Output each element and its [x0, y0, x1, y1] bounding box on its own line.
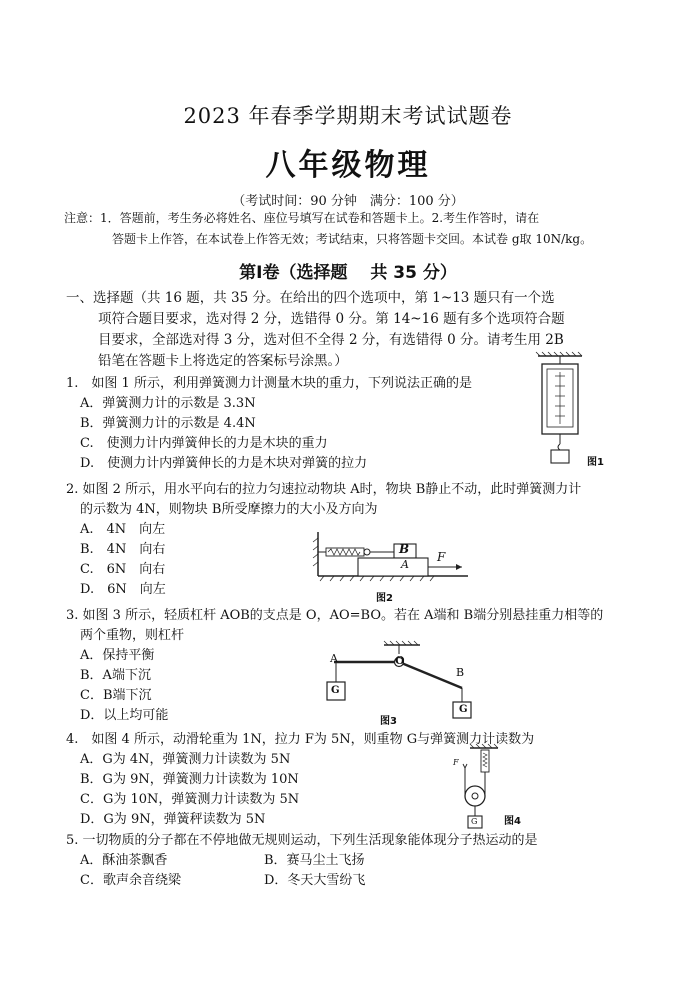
figure-4-caption: 图4: [504, 816, 521, 827]
figure-2-label-b: B: [399, 542, 410, 556]
section-intro-line: 铅笔在答题卡上将选定的答案标号涂黑。）: [98, 353, 348, 369]
question-4-option-a: A．G为 4N，弹簧测力计读数为 5N: [80, 752, 291, 767]
exam-info: （考试时间：90 分钟 满分：100 分）: [232, 194, 464, 209]
figure-4-label-g: G: [471, 817, 478, 826]
figure-1-spring-scale: [530, 352, 610, 467]
question-4-stem: 4. 如图 4 所示，动滑轮重为 1N，拉力 F为 5N，则重物 G与弹簧测力计读数为: [66, 732, 535, 747]
figure-1-caption: 图1: [587, 457, 604, 468]
question-2-stem: 2. 如图 2 所示，用水平向右的拉力匀速拉动物块 A时，物块 B静止不动，此时弹簧测力计: [66, 482, 582, 497]
figure-2-friction-setup: [312, 528, 472, 583]
question-4-option-c: C．G为 10N，弹簧测力计读数为 5N: [80, 792, 300, 807]
question-5-option-c: C．歌声余音绕梁: [80, 873, 181, 888]
question-2-option-c: C. 6N 向右: [80, 562, 166, 577]
figure-2-label-f: F: [437, 550, 446, 564]
section-intro-line: 项符合题目要求，选对得 2 分，选错得 0 分。第 14~16 题有多个选项符合题: [98, 311, 565, 327]
section-intro-line: 目要求，全部选对得 3 分，选对但不全得 2 分，有选错得 0 分。请考生用 2B: [98, 332, 564, 348]
section-title: 第Ⅰ卷（选择题 共 35 分）: [239, 263, 457, 283]
question-4-option-b: B．G为 9N，弹簧测力计读数为 10N: [80, 772, 299, 787]
question-5-stem: 5. 一切物质的分子都在不停地做无规则运动，下列生活现象能体现分子热运动的是: [66, 833, 538, 848]
question-2-option-a: A. 4N 向左: [80, 522, 166, 537]
figure-4-label-f: F: [453, 758, 459, 767]
figure-3-label-b: B: [456, 666, 465, 679]
figure-2-caption: 图2: [376, 593, 393, 604]
question-3-stem-cont: 两个重物，则杠杆: [80, 628, 185, 643]
question-3-option-a: A．保持平衡: [80, 648, 155, 663]
question-5-option-a: A．酥油茶飘香: [80, 853, 168, 868]
question-1-option-a: A．弹簧测力计的示数是 3.3N: [80, 396, 256, 411]
question-3-option-c: C．B端下沉: [80, 688, 152, 703]
question-3-option-d: D．以上均可能: [80, 708, 169, 723]
figure-3-caption: 图3: [380, 716, 397, 727]
question-2-option-b: B. 4N 向右: [80, 542, 166, 557]
figure-3-label-g-right: G: [459, 704, 468, 715]
section-intro-line: 一、选择题（共 16 题，共 35 分。在给出的四个选项中，第 1~13 题只有一个选: [66, 290, 555, 306]
notice-line-2: 答题卡上作答，在本试卷上作答无效；考试结束，只将答题卡交回。本试卷 g取 10N/kg。: [112, 232, 593, 246]
question-2-stem-cont: 的示数为 4N，则物块 B所受摩擦力的大小及方向为: [80, 502, 378, 517]
exam-title: 2023 年春季学期期末考试试题卷: [183, 104, 513, 128]
question-2-option-d: D. 6N 向左: [80, 582, 166, 597]
figure-2-label-a: A: [401, 558, 409, 571]
question-1-option-c: C. 使测力计内弹簧伸长的力是木块的重力: [80, 436, 328, 451]
question-1-stem: 1. 如图 1 所示，利用弹簧测力计测量木块的重力，下列说法正确的是: [66, 376, 472, 391]
figure-3-lever: [322, 640, 482, 720]
question-3-option-b: B．A端下沉: [80, 668, 151, 683]
figure-3-label-o: O: [395, 654, 405, 667]
figure-3-label-a: A: [330, 652, 338, 665]
question-5-option-b: B．赛马尘土飞扬: [264, 853, 365, 868]
exam-subject-title: 八年级物理: [265, 148, 431, 183]
notice-line-1: 注意：1．答题前，考生务必将姓名、座位号填写在试卷和答题卡上。2.考生作答时，请在: [64, 211, 540, 225]
question-3-stem: 3. 如图 3 所示，轻质杠杆 AOB的支点是 O，AO=BO。若在 A端和 B端分别悬挂重力相等的: [66, 608, 604, 623]
question-5-option-d: D．冬天大雪纷飞: [264, 873, 366, 888]
question-1-option-d: D. 使测力计内弹簧伸长的力是木块对弹簧的拉力: [80, 456, 368, 471]
question-1-option-b: B．弹簧测力计的示数是 4.4N: [80, 416, 256, 431]
figure-3-label-g-left: G: [331, 685, 340, 696]
question-4-option-d: D．G为 9N，弹簧秤读数为 5N: [80, 812, 266, 827]
